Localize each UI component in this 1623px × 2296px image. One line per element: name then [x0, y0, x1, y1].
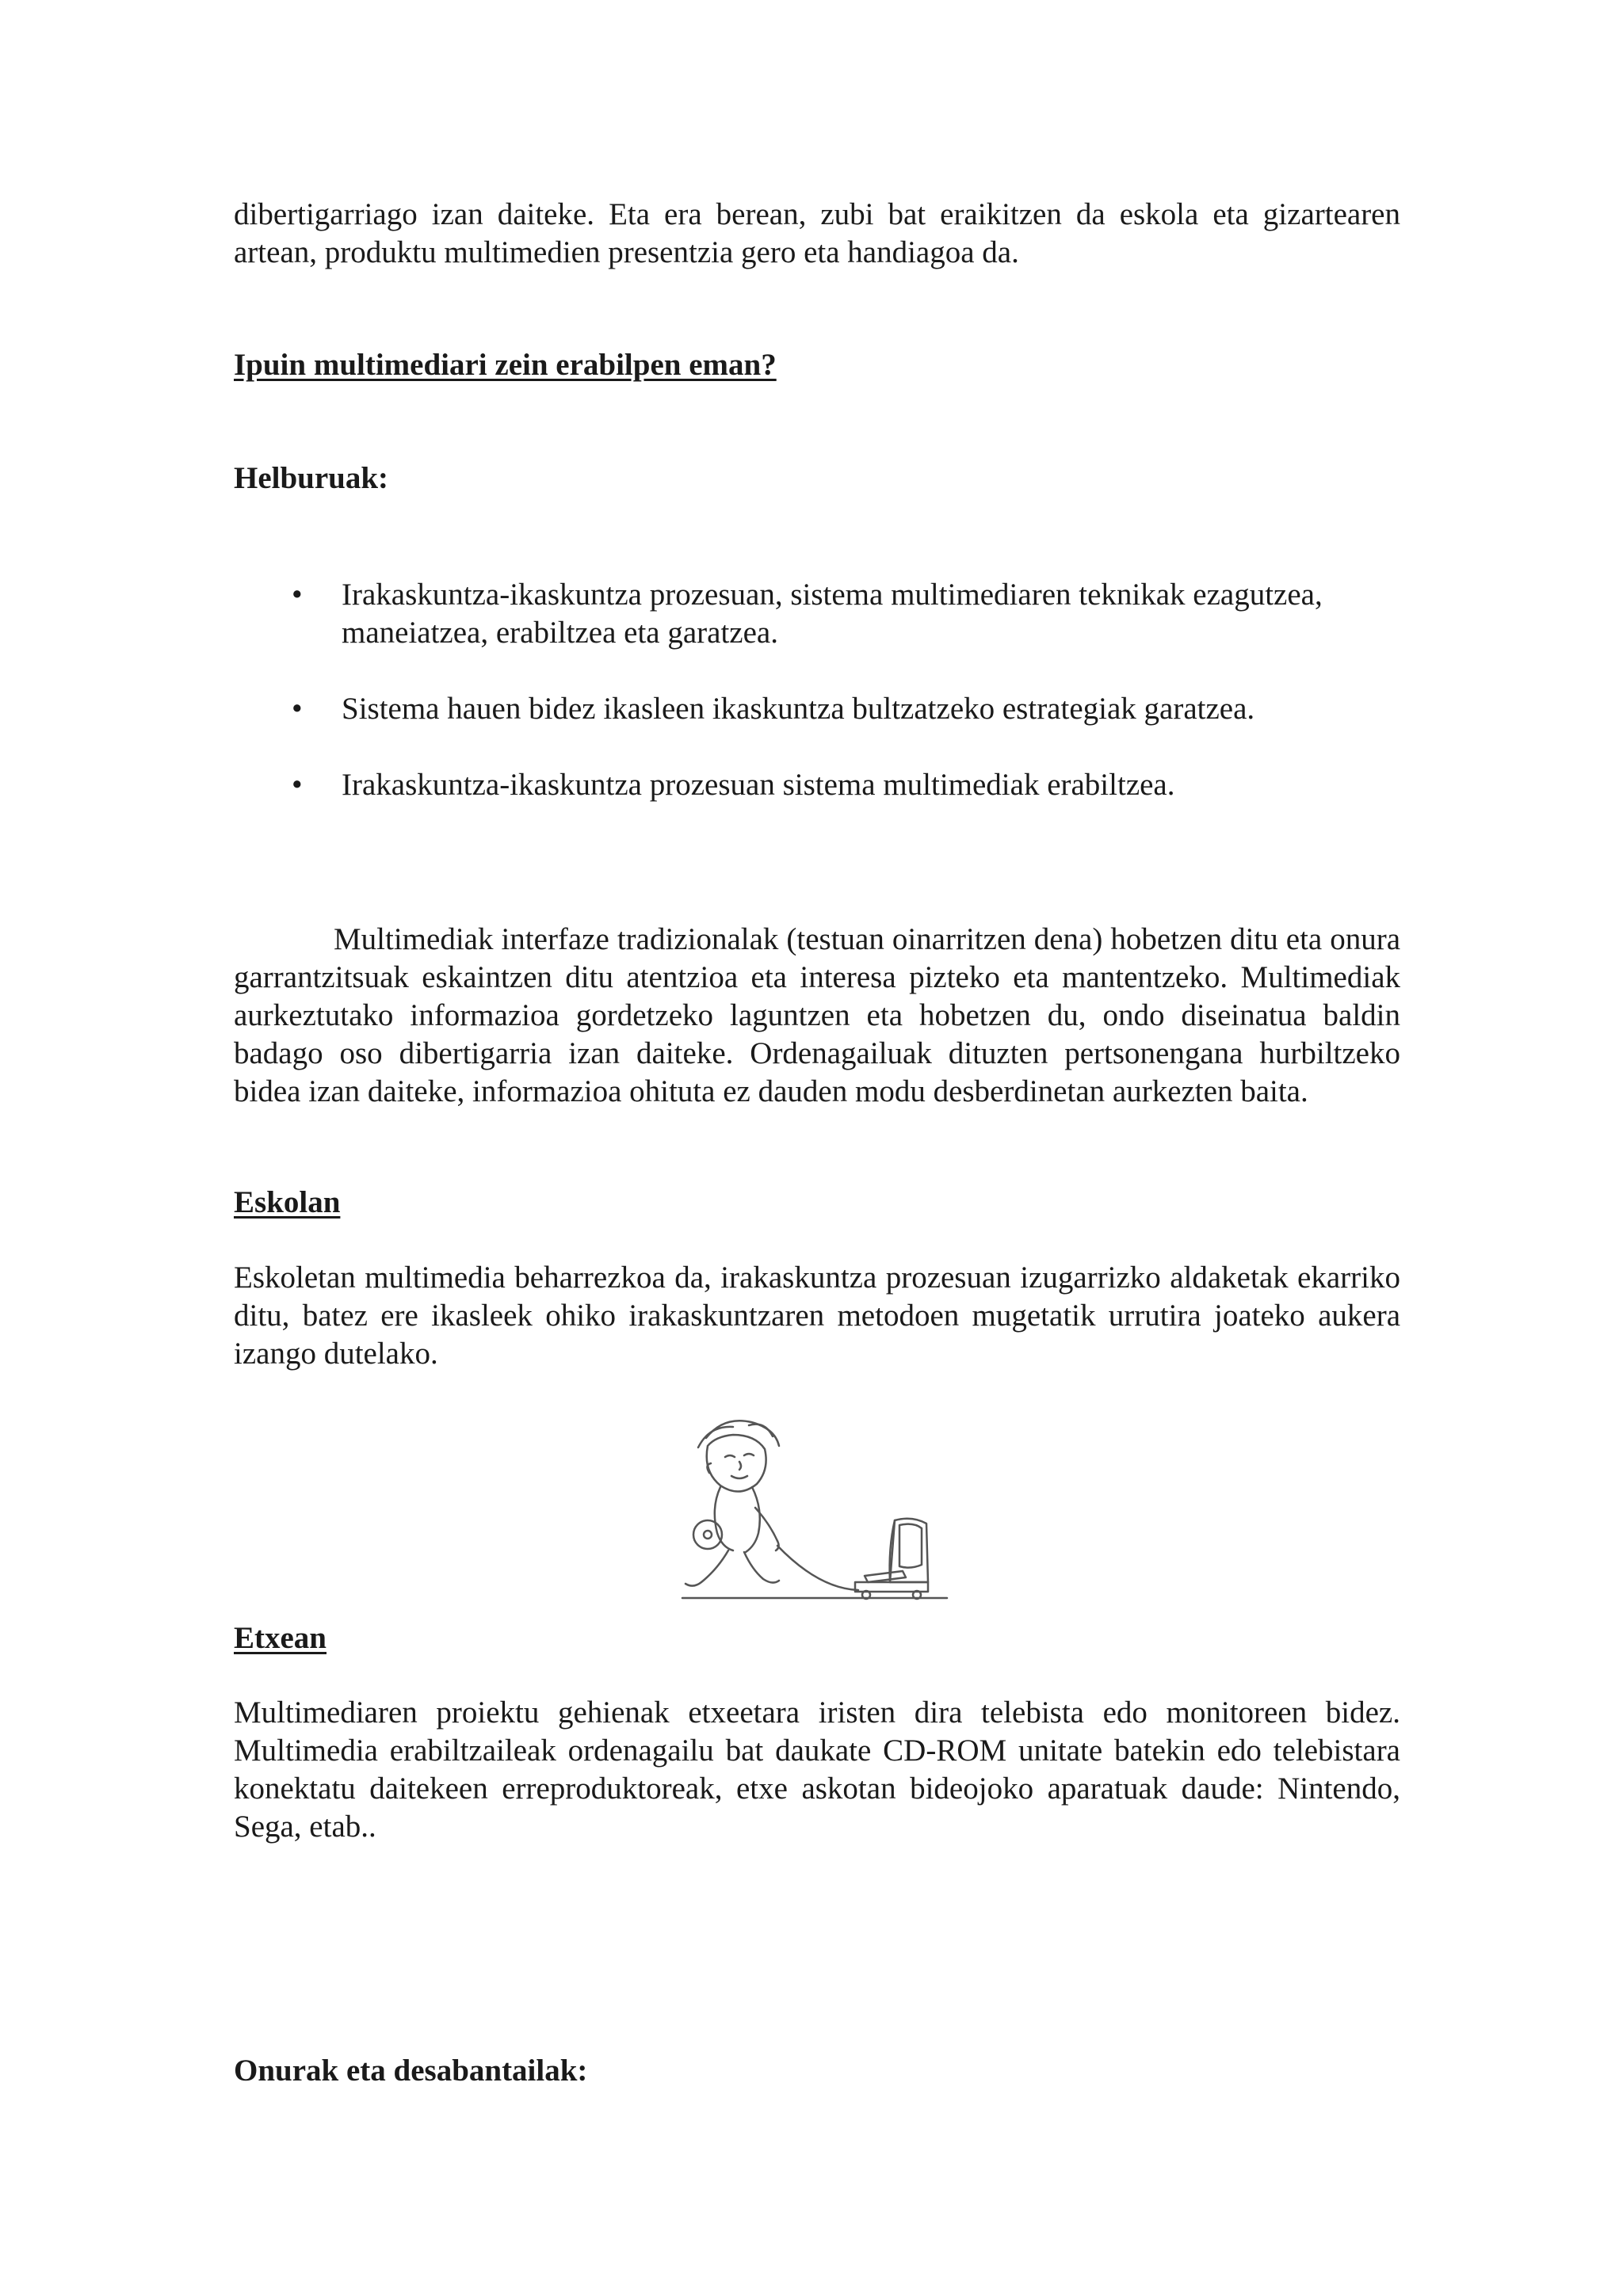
bullet-icon: •	[292, 768, 303, 802]
school-paragraph: Eskoletan multimedia beharrezkoa da, irakaskuntza prozesuan izugarrizko aldaketak ekarriko ditu, batez ere ikasleek ohiko irakaskuntzaren metodoen mugetatik urrutira joateko aukera izango dutelako.	[234, 1261, 1400, 1371]
goals-heading: Helburuak:	[234, 461, 389, 495]
goal-item	[234, 576, 1400, 652]
child-pulling-computer-illustration	[676, 1414, 953, 1620]
goal-text: Irakaskuntza-ikaskuntza prozesuan, sistema multimediaren teknikak ezagutzea, maneiatzea, erabiltzea eta garatzea.	[342, 578, 1323, 650]
goal-item	[234, 690, 1400, 728]
school-heading: Eskolan	[234, 1185, 341, 1219]
pros-cons-heading: Onurak eta desabantailak:	[234, 2054, 588, 2088]
goal-item	[234, 766, 1400, 804]
home-heading: Etxean	[234, 1621, 327, 1655]
usage-heading: Ipuin multimediari zein erabilpen eman?	[234, 348, 777, 382]
bullet-icon: •	[292, 578, 303, 612]
multimedia-paragraph: Multimediak interfaze tradizionalak (testuan oinarritzen dena) hobetzen ditu eta onura garrantzitsuak eskaintzen ditu atentzioa eta interesa pizteko eta mantentzeko. Multimediak aurkeztutako informazioa gordetzeko laguntzen eta hobetzen du, ondo diseinatua baldin badago oso dibertigarria izan daiteke. Ordenagailuak dituzten pertsonengana hurbiltzeko bidea izan daiteke, informazioa ohituta ez dauden modu desberdinetan aurkezten baita.	[234, 922, 1400, 1108]
intro-paragraph: dibertigarriago izan daiteke. Eta era berean, zubi bat eraikitzen da eskola eta gizartearen artean, produktu multimedien presentzia gero eta handiagoa da.	[234, 197, 1400, 269]
goals-list	[234, 576, 1400, 804]
home-paragraph: Multimediaren proiektu gehienak etxeetara iristen dira telebista edo monitoreen bidez. Multimedia erabiltzaileak ordenagailu bat daukate CD-ROM unitate batekin edo telebistara konektatu daitekeen erreproduktoreak, etxe askotan bideojoko aparatuak daude: Nintendo, Sega, etab..	[234, 1695, 1400, 1844]
goal-text: Irakaskuntza-ikaskuntza prozesuan sistema multimediak erabiltzea.	[342, 768, 1175, 802]
bullet-icon: •	[292, 692, 303, 726]
goal-text: Sistema hauen bidez ikasleen ikaskuntza bultzatzeko estrategiak garatzea.	[342, 692, 1255, 726]
